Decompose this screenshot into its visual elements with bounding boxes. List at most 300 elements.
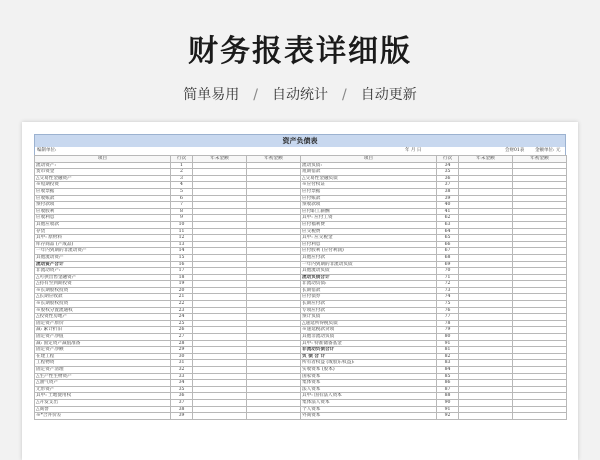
table-row — [35, 221, 567, 228]
table-cell — [193, 287, 247, 294]
table-cell: 其中: 土地使用权 — [35, 393, 171, 400]
table-cell — [513, 340, 567, 347]
table-cell: 36 — [171, 393, 193, 400]
table-row — [35, 215, 567, 222]
table-cell — [459, 228, 513, 235]
table-cell: 非流动负债合计 — [301, 347, 437, 354]
table-cell — [513, 360, 567, 367]
table-row — [35, 228, 567, 235]
table-cell — [247, 274, 301, 281]
table-cell: 其中: 原材料 — [35, 235, 171, 242]
table-cell — [247, 340, 301, 347]
table-cell — [513, 334, 567, 341]
table-cell — [193, 162, 247, 169]
table-cell — [193, 202, 247, 209]
table-row — [35, 320, 567, 327]
table-cell — [247, 327, 301, 334]
table-cell: 应付利息 — [301, 241, 437, 248]
table-cell: 长期借款 — [301, 287, 437, 294]
table-cell: 24 — [171, 314, 193, 321]
table-row — [35, 367, 567, 374]
col-header: 年末金额 — [459, 156, 513, 163]
table-cell — [247, 334, 301, 341]
table-cell: 流动负债合计 — [301, 274, 437, 281]
table-cell: 27 — [171, 334, 193, 341]
table-cell — [247, 221, 301, 228]
table-row — [35, 360, 567, 367]
table-cell: 应付账款 — [301, 195, 437, 202]
table-cell: 82 — [437, 353, 459, 360]
table-row — [35, 386, 567, 393]
form-no: 会财01表 — [505, 148, 525, 153]
table-cell — [193, 294, 247, 301]
table-cell — [193, 301, 247, 308]
table-cell — [247, 208, 301, 215]
table-cell: 37 — [437, 182, 459, 189]
table-row — [35, 268, 567, 275]
table-cell: 专项应付款 — [301, 307, 437, 314]
table-cell: △油气资产 — [35, 380, 171, 387]
table-cell — [513, 195, 567, 202]
table-cell: 25 — [171, 320, 193, 327]
table-row — [35, 301, 567, 308]
table-cell — [193, 274, 247, 281]
table-cell: 其他流动资产 — [35, 254, 171, 261]
table-cell — [193, 393, 247, 400]
table-cell: 4 — [171, 182, 193, 189]
table-header-row — [35, 156, 567, 163]
table-cell — [247, 248, 301, 255]
table-cell — [247, 287, 301, 294]
table-cell — [513, 353, 567, 360]
table-row — [35, 353, 567, 360]
table-cell — [193, 188, 247, 195]
table-cell: 39 — [437, 195, 459, 202]
table-cell — [193, 314, 247, 321]
table-cell — [247, 241, 301, 248]
table-cell: 3 — [171, 175, 193, 182]
table-cell: 70 — [437, 268, 459, 275]
col-header: 行次 — [171, 156, 193, 163]
table-cell — [513, 399, 567, 406]
table-cell — [513, 274, 567, 281]
table-cell: 38 — [437, 188, 459, 195]
table-row — [35, 406, 567, 413]
table-cell — [459, 413, 513, 420]
table-cell: 72 — [437, 281, 459, 288]
table-cell — [247, 307, 301, 314]
table-cell — [247, 235, 301, 242]
table-row — [35, 340, 567, 347]
table-cell: 92 — [437, 413, 459, 420]
table-cell: 9 — [171, 215, 193, 222]
table-cell — [513, 287, 567, 294]
table-cell: 79 — [437, 327, 459, 334]
table-cell — [247, 380, 301, 387]
table-cell: ※*合并价差 — [35, 413, 171, 420]
table-cell: 预收款项 — [301, 202, 437, 209]
table-cell — [459, 274, 513, 281]
amount-unit: 金额单位: 元 — [535, 148, 561, 153]
table-cell: 71 — [437, 274, 459, 281]
table-cell — [459, 202, 513, 209]
table-cell — [459, 307, 513, 314]
table-cell — [247, 386, 301, 393]
table-cell: 35 — [171, 386, 193, 393]
table-cell — [193, 327, 247, 334]
table-cell: 19 — [171, 281, 193, 288]
table-cell: 国家资本 — [301, 373, 437, 380]
table-row — [35, 274, 567, 281]
table-cell — [247, 254, 301, 261]
table-cell: 30 — [171, 353, 193, 360]
table-cell: 非流动负债: — [301, 281, 437, 288]
table-cell — [513, 221, 567, 228]
table-cell — [459, 373, 513, 380]
table-cell: 41 — [437, 208, 459, 215]
table-cell — [513, 307, 567, 314]
table-cell: 13 — [171, 241, 193, 248]
table-cell — [513, 254, 567, 261]
table-cell — [247, 353, 301, 360]
table-cell — [193, 367, 247, 374]
table-cell — [459, 175, 513, 182]
table-cell — [459, 281, 513, 288]
table-cell: 一年内到期的非流动资产 — [35, 248, 171, 255]
table-cell — [459, 347, 513, 354]
table-cell — [247, 413, 301, 420]
table-cell: 6 — [171, 195, 193, 202]
table-cell: 85 — [437, 373, 459, 380]
table-cell — [459, 235, 513, 242]
table-cell: 其他应收款 — [35, 221, 171, 228]
table-cell — [459, 248, 513, 255]
table-cell: 其中: 国有法人资本 — [301, 393, 437, 400]
table-cell: 66 — [437, 241, 459, 248]
table-row — [35, 188, 567, 195]
table-cell: 减: 累计折旧 — [35, 327, 171, 334]
table-cell: 14 — [171, 248, 193, 255]
table-cell: 17 — [171, 268, 193, 275]
table-cell: 其他应付款 — [301, 254, 437, 261]
table-cell — [247, 188, 301, 195]
table-cell — [513, 367, 567, 374]
table-cell — [459, 221, 513, 228]
table-row — [35, 175, 567, 182]
table-cell: 应收股利 — [35, 208, 171, 215]
table-cell — [459, 254, 513, 261]
table-cell: 8 — [171, 208, 193, 215]
table-cell: 法人资本 — [301, 386, 437, 393]
table-cell: 91 — [437, 340, 459, 347]
col-header: 项目 — [35, 156, 171, 163]
table-row — [35, 314, 567, 321]
date-label: 年 月 日 — [405, 148, 422, 153]
table-cell: 应付职工薪酬 — [301, 208, 437, 215]
table-cell — [513, 268, 567, 275]
table-cell — [459, 353, 513, 360]
table-cell: 20 — [171, 287, 193, 294]
table-cell — [247, 399, 301, 406]
table-cell — [513, 320, 567, 327]
table-cell — [193, 281, 247, 288]
table-cell — [513, 215, 567, 222]
table-cell: 75 — [437, 301, 459, 308]
table-cell — [459, 399, 513, 406]
table-cell — [459, 208, 513, 215]
table-cell — [193, 353, 247, 360]
table-cell: 12 — [171, 235, 193, 242]
table-cell: 其中: 应交税金 — [301, 235, 437, 242]
table-cell: 32 — [171, 367, 193, 374]
table-cell: 63 — [437, 221, 459, 228]
table-cell: 流动负债: — [301, 162, 437, 169]
table-cell — [247, 320, 301, 327]
table-cell — [513, 380, 567, 387]
table-cell: △可供出售金融资产 — [35, 274, 171, 281]
table-cell: 个人资本 — [301, 406, 437, 413]
table-cell — [459, 162, 513, 169]
unit-label: 编制单位: — [37, 148, 57, 153]
table-cell: 37 — [171, 399, 193, 406]
table-cell — [513, 327, 567, 334]
table-cell — [193, 373, 247, 380]
table-cell — [459, 294, 513, 301]
table-cell — [513, 235, 567, 242]
col-header: 年初金额 — [247, 156, 301, 163]
table-row — [35, 241, 567, 248]
table-cell — [459, 393, 513, 400]
table-cell — [459, 367, 513, 374]
table-row — [35, 413, 567, 420]
col-header: 行次 — [437, 156, 459, 163]
table-row — [35, 162, 567, 169]
table-cell — [459, 360, 513, 367]
table-cell: 31 — [171, 360, 193, 367]
table-cell: 库存商品 (产成品) — [35, 241, 171, 248]
table-row — [35, 254, 567, 261]
table-cell — [193, 261, 247, 268]
table-cell — [459, 188, 513, 195]
table-cell — [247, 393, 301, 400]
table-cell — [513, 162, 567, 169]
table-cell: 91 — [437, 406, 459, 413]
table-cell: 7 — [171, 202, 193, 209]
table-cell: △商誉 — [35, 406, 171, 413]
table-cell — [193, 307, 247, 314]
table-cell: 36 — [437, 175, 459, 182]
table-cell: 短期借款 — [301, 169, 437, 176]
separator: / — [342, 87, 347, 103]
table-cell — [193, 175, 247, 182]
table-cell — [459, 386, 513, 393]
table-cell — [513, 294, 567, 301]
table-cell: ※股权分置流通权 — [35, 307, 171, 314]
table-cell — [193, 399, 247, 406]
table-cell: △生产性生物资产 — [35, 373, 171, 380]
table-cell: 29 — [171, 347, 193, 354]
table-cell — [193, 221, 247, 228]
table-cell: 长期应付款 — [301, 301, 437, 308]
table-cell — [247, 195, 301, 202]
table-cell: 39 — [171, 413, 193, 420]
table-cell: 在建工程 — [35, 353, 171, 360]
table-cell — [193, 268, 247, 275]
table-cell: 5 — [171, 188, 193, 195]
table-cell: 2 — [171, 169, 193, 176]
table-cell: 34 — [437, 162, 459, 169]
table-cell: 18 — [171, 274, 193, 281]
table-cell: 28 — [171, 340, 193, 347]
table-cell: 68 — [437, 254, 459, 261]
table-cell — [459, 287, 513, 294]
feature-auto-update: 自动更新 — [360, 87, 417, 103]
table-cell — [459, 327, 513, 334]
table-cell: 65 — [437, 235, 459, 242]
table-cell — [193, 320, 247, 327]
table-cell — [459, 261, 513, 268]
table-cell: ※递延税款贷项 — [301, 327, 437, 334]
table-cell: 78 — [437, 320, 459, 327]
table-cell: ※应付权证 — [301, 182, 437, 189]
table-cell — [459, 380, 513, 387]
table-cell: 固定资产清理 — [35, 367, 171, 374]
table-cell — [513, 182, 567, 189]
table-cell: 83 — [437, 360, 459, 367]
table-cell: 84 — [437, 367, 459, 374]
table-cell: 负 债 合 计 — [301, 353, 437, 360]
table-cell: 无形资产 — [35, 386, 171, 393]
feature-auto-stat: 自动统计 — [272, 87, 328, 103]
table-cell: 1 — [171, 162, 193, 169]
table-cell — [193, 360, 247, 367]
table-cell — [247, 169, 301, 176]
table-cell — [247, 175, 301, 182]
table-cell — [459, 268, 513, 275]
table-row — [35, 373, 567, 380]
table-row — [35, 169, 567, 176]
table-cell: 流动资产合计 — [35, 261, 171, 268]
table-cell — [247, 182, 301, 189]
table-cell — [513, 314, 567, 321]
table-cell — [459, 215, 513, 222]
separator: / — [253, 87, 258, 103]
table-cell: 76 — [437, 307, 459, 314]
table-cell: 应付福利费 — [301, 221, 437, 228]
table-row — [35, 393, 567, 400]
table-cell: 货币资金 — [35, 169, 171, 176]
balance-sheet-table — [34, 155, 567, 420]
table-cell: 工程物资 — [35, 360, 171, 367]
table-cell — [193, 228, 247, 235]
table-cell: 应付债券 — [301, 294, 437, 301]
table-cell — [513, 208, 567, 215]
table-cell — [513, 301, 567, 308]
table-cell: △开发支出 — [35, 399, 171, 406]
table-cell: 固定资产净额 — [35, 347, 171, 354]
table-row — [35, 281, 567, 288]
table-cell: 实收资本 (股本) — [301, 367, 437, 374]
table-row — [35, 261, 567, 268]
table-cell — [193, 208, 247, 215]
table-cell: 其中: 特准储备基金 — [301, 340, 437, 347]
col-header: 年初金额 — [513, 156, 567, 163]
table-row — [35, 327, 567, 334]
table-cell — [513, 228, 567, 235]
table-cell — [193, 413, 247, 420]
table-row — [35, 287, 567, 294]
table-cell: 流动资产: — [35, 162, 171, 169]
table-cell: 34 — [171, 380, 193, 387]
table-cell — [513, 347, 567, 354]
table-cell — [513, 386, 567, 393]
table-cell: 应收利息 — [35, 215, 171, 222]
table-cell: 67 — [437, 248, 459, 255]
table-cell: 26 — [171, 327, 193, 334]
table-cell: 69 — [437, 261, 459, 268]
table-cell — [459, 406, 513, 413]
table-cell — [247, 215, 301, 222]
table-row — [35, 202, 567, 209]
table-cell — [459, 301, 513, 308]
table-cell: 74 — [437, 294, 459, 301]
table-cell — [247, 162, 301, 169]
table-cell — [193, 248, 247, 255]
table-cell — [459, 334, 513, 341]
table-cell: 73 — [437, 287, 459, 294]
table-cell — [459, 314, 513, 321]
table-cell — [459, 195, 513, 202]
table-cell: △递延所得税负债 — [301, 320, 437, 327]
table-cell — [247, 314, 301, 321]
table-row — [35, 235, 567, 242]
table-cell: 预付款项 — [35, 202, 171, 209]
table-cell: 应付票据 — [301, 188, 437, 195]
table-cell — [247, 367, 301, 374]
table-row — [35, 307, 567, 314]
table-cell — [193, 235, 247, 242]
table-cell: 77 — [437, 314, 459, 321]
table-cell: 非流动资产: — [35, 268, 171, 275]
table-cell — [513, 241, 567, 248]
table-cell — [513, 175, 567, 182]
table-cell: 81 — [437, 347, 459, 354]
table-cell — [193, 215, 247, 222]
table-cell: 减: 固定资产减值准备 — [35, 340, 171, 347]
table-cell — [247, 406, 301, 413]
table-cell: 集体资本 — [301, 380, 437, 387]
table-cell — [193, 182, 247, 189]
feature-tagline — [0, 84, 600, 104]
feature-easy: 简单易用 — [183, 87, 240, 103]
table-cell — [193, 347, 247, 354]
table-cell: 10 — [171, 221, 193, 228]
table-row — [35, 399, 567, 406]
table-cell: 21 — [171, 294, 193, 301]
table-cell — [193, 380, 247, 387]
table-cell — [247, 373, 301, 380]
table-row — [35, 248, 567, 255]
spreadsheet-preview — [22, 122, 578, 460]
table-cell: 16 — [171, 261, 193, 268]
table-cell: △投资性房地产 — [35, 314, 171, 321]
table-cell: 其他非流动负债 — [301, 334, 437, 341]
table-cell: △交易性金融资产 — [35, 175, 171, 182]
col-header: 项目 — [301, 156, 437, 163]
table-cell: 所有者权益 (或股东权益): — [301, 360, 437, 367]
table-cell: 应交税费 — [301, 228, 437, 235]
table-cell — [513, 248, 567, 255]
